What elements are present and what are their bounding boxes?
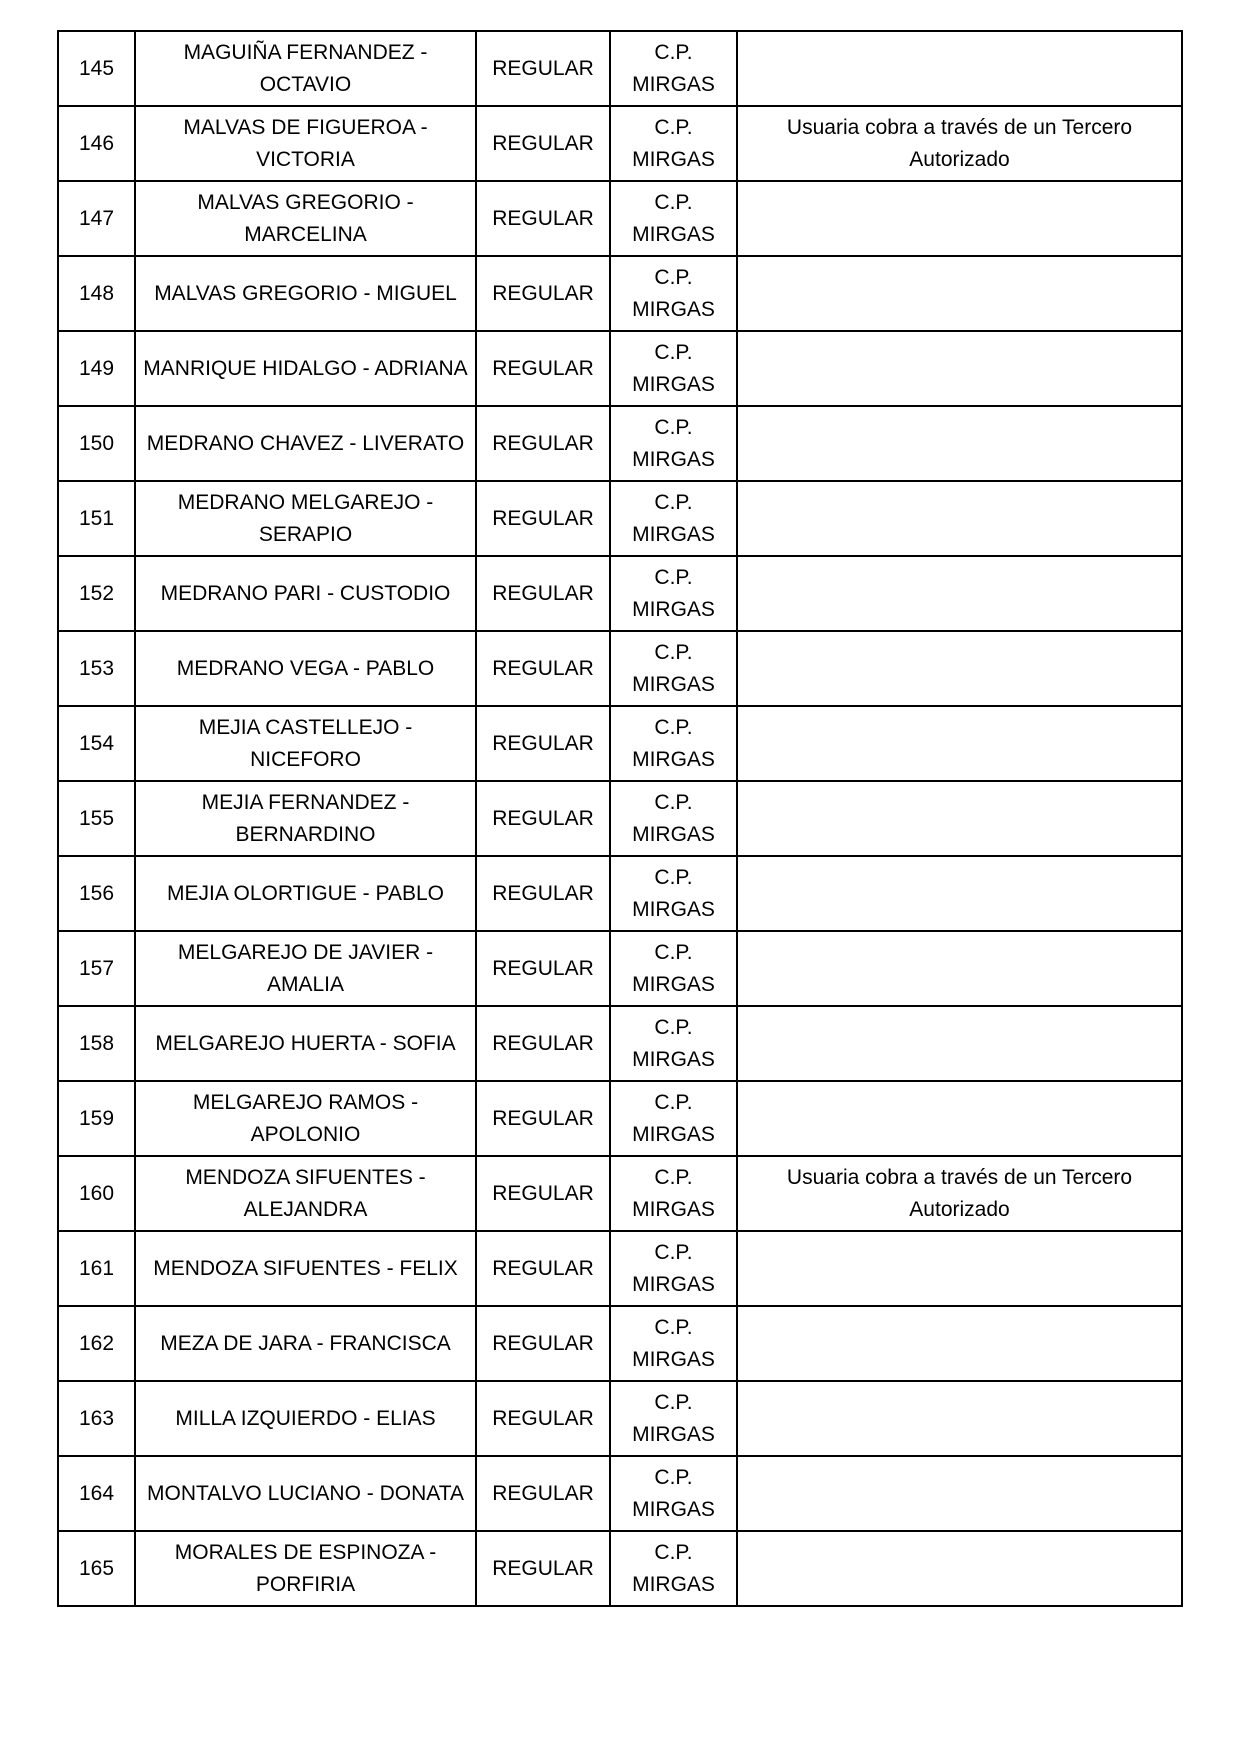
beneficiary-name-line: MENDOZA SIFUENTES - bbox=[185, 1165, 426, 1189]
beneficiary-name-line: MELGAREJO RAMOS - bbox=[192, 1090, 419, 1114]
location-cell bbox=[610, 1456, 737, 1531]
location-line: MIRGAS bbox=[632, 1047, 715, 1071]
location-line: MIRGAS bbox=[632, 372, 715, 396]
location-cell bbox=[610, 556, 737, 631]
location-line: C.P. bbox=[654, 940, 693, 964]
beneficiary-name-line: MALVAS DE FIGUEROA - bbox=[183, 115, 428, 139]
status-cell: REGULAR bbox=[476, 1531, 610, 1606]
row-number-cell: 148 bbox=[58, 256, 135, 331]
location-line: MIRGAS bbox=[632, 1347, 715, 1371]
beneficiary-name-line: MEDRANO PARI - CUSTODIO bbox=[160, 581, 451, 605]
status-cell: REGULAR bbox=[476, 856, 610, 931]
status-cell: REGULAR bbox=[476, 406, 610, 481]
location-cell bbox=[610, 481, 737, 556]
location-line: MIRGAS bbox=[632, 447, 715, 471]
beneficiary-table bbox=[57, 30, 1183, 1607]
beneficiary-name-line: MEZA DE JARA - FRANCISCA bbox=[160, 1331, 451, 1355]
location-cell bbox=[610, 256, 737, 331]
observation-cell bbox=[737, 931, 1182, 1006]
beneficiary-name-line: MELGAREJO HUERTA - SOFIA bbox=[155, 1031, 456, 1055]
observation-cell bbox=[737, 1081, 1182, 1156]
location-line: MIRGAS bbox=[632, 222, 715, 246]
status-cell: REGULAR bbox=[476, 1381, 610, 1456]
status-cell: REGULAR bbox=[476, 556, 610, 631]
location-line: MIRGAS bbox=[632, 897, 715, 921]
observation-cell bbox=[737, 481, 1182, 556]
location-line: MIRGAS bbox=[632, 972, 715, 996]
beneficiary-name-cell bbox=[135, 931, 476, 1006]
location-line: C.P. bbox=[654, 1090, 693, 1114]
location-line: MIRGAS bbox=[632, 1422, 715, 1446]
location-cell bbox=[610, 856, 737, 931]
status-cell: REGULAR bbox=[476, 1231, 610, 1306]
observation-cell bbox=[737, 1006, 1182, 1081]
beneficiary-name-line: MEJIA OLORTIGUE - PABLO bbox=[167, 881, 444, 905]
table-row bbox=[58, 931, 1182, 1006]
beneficiary-name-cell bbox=[135, 106, 476, 181]
location-cell bbox=[610, 1531, 737, 1606]
location-cell bbox=[610, 331, 737, 406]
location-line: C.P. bbox=[654, 1015, 693, 1039]
location-cell bbox=[610, 406, 737, 481]
location-line: C.P. bbox=[654, 865, 693, 889]
row-number-cell: 146 bbox=[58, 106, 135, 181]
observation-cell bbox=[737, 781, 1182, 856]
table-row bbox=[58, 856, 1182, 931]
table-row bbox=[58, 631, 1182, 706]
location-line: C.P. bbox=[654, 340, 693, 364]
beneficiary-name-line: MEDRANO CHAVEZ - LIVERATO bbox=[146, 431, 465, 455]
status-cell: REGULAR bbox=[476, 931, 610, 1006]
row-number-cell: 163 bbox=[58, 1381, 135, 1456]
table-row bbox=[58, 406, 1182, 481]
location-cell bbox=[610, 1231, 737, 1306]
table-row bbox=[58, 706, 1182, 781]
beneficiary-name-cell bbox=[135, 406, 476, 481]
table-row bbox=[58, 1306, 1182, 1381]
beneficiary-name-line: MEJIA CASTELLEJO - NICEFORO bbox=[198, 715, 413, 771]
location-line: C.P. bbox=[654, 115, 693, 139]
table-body bbox=[58, 31, 1182, 1606]
status-cell: REGULAR bbox=[476, 481, 610, 556]
status-cell: REGULAR bbox=[476, 781, 610, 856]
location-line: MIRGAS bbox=[632, 72, 715, 96]
beneficiary-name-cell bbox=[135, 1531, 476, 1606]
row-number-cell: 156 bbox=[58, 856, 135, 931]
observation-cell bbox=[737, 256, 1182, 331]
location-line: C.P. bbox=[654, 1240, 693, 1264]
location-line: C.P. bbox=[654, 1465, 693, 1489]
row-number-cell: 149 bbox=[58, 331, 135, 406]
beneficiary-name-cell bbox=[135, 481, 476, 556]
observation-cell bbox=[737, 706, 1182, 781]
row-number-cell: 157 bbox=[58, 931, 135, 1006]
location-cell bbox=[610, 631, 737, 706]
row-number-cell: 151 bbox=[58, 481, 135, 556]
status-cell: REGULAR bbox=[476, 106, 610, 181]
observation-cell bbox=[737, 1531, 1182, 1606]
location-line: C.P. bbox=[654, 40, 693, 64]
table-row bbox=[58, 31, 1182, 106]
location-line: MIRGAS bbox=[632, 1197, 715, 1221]
location-line: MIRGAS bbox=[632, 747, 715, 771]
status-cell: REGULAR bbox=[476, 1006, 610, 1081]
location-line: C.P. bbox=[654, 1165, 693, 1189]
location-line: C.P. bbox=[654, 1315, 693, 1339]
status-cell: REGULAR bbox=[476, 31, 610, 106]
location-line: C.P. bbox=[654, 1540, 693, 1564]
beneficiary-name-cell bbox=[135, 706, 476, 781]
row-number-cell: 154 bbox=[58, 706, 135, 781]
location-cell bbox=[610, 1306, 737, 1381]
document-page bbox=[57, 30, 1181, 1607]
status-cell: REGULAR bbox=[476, 631, 610, 706]
beneficiary-name-cell bbox=[135, 856, 476, 931]
location-line: C.P. bbox=[654, 1390, 693, 1414]
beneficiary-name-line: MENDOZA SIFUENTES - FELIX bbox=[153, 1256, 458, 1280]
observation-cell bbox=[737, 856, 1182, 931]
location-line: C.P. bbox=[654, 265, 693, 289]
row-number-cell: 164 bbox=[58, 1456, 135, 1531]
location-line: C.P. bbox=[654, 790, 693, 814]
observation-line: Usuaria cobra a través de un Tercero bbox=[786, 115, 1133, 139]
beneficiary-name-line: MEDRANO VEGA - PABLO bbox=[176, 656, 435, 680]
row-number-cell: 159 bbox=[58, 1081, 135, 1156]
row-number-cell: 147 bbox=[58, 181, 135, 256]
observation-cell bbox=[737, 1156, 1182, 1231]
location-line: C.P. bbox=[654, 640, 693, 664]
status-cell: REGULAR bbox=[476, 706, 610, 781]
table-row bbox=[58, 1156, 1182, 1231]
beneficiary-name-line: BERNARDINO bbox=[235, 822, 376, 846]
row-number-cell: 165 bbox=[58, 1531, 135, 1606]
table-row bbox=[58, 1081, 1182, 1156]
observation-cell bbox=[737, 106, 1182, 181]
beneficiary-name-cell bbox=[135, 1006, 476, 1081]
table-row bbox=[58, 181, 1182, 256]
location-line: MIRGAS bbox=[632, 1122, 715, 1146]
beneficiary-name-cell bbox=[135, 331, 476, 406]
location-line: C.P. bbox=[654, 190, 693, 214]
location-cell bbox=[610, 706, 737, 781]
observation-cell bbox=[737, 1381, 1182, 1456]
observation-cell bbox=[737, 1231, 1182, 1306]
beneficiary-name-cell bbox=[135, 181, 476, 256]
status-cell: REGULAR bbox=[476, 1081, 610, 1156]
table-row bbox=[58, 781, 1182, 856]
location-cell bbox=[610, 931, 737, 1006]
beneficiary-name-line: MALVAS GREGORIO - MIGUEL bbox=[154, 281, 457, 305]
row-number-cell: 162 bbox=[58, 1306, 135, 1381]
beneficiary-name-cell bbox=[135, 556, 476, 631]
table-row bbox=[58, 331, 1182, 406]
location-cell bbox=[610, 1006, 737, 1081]
location-cell bbox=[610, 181, 737, 256]
table-row bbox=[58, 1381, 1182, 1456]
status-cell: REGULAR bbox=[476, 1306, 610, 1381]
location-line: MIRGAS bbox=[632, 672, 715, 696]
observation-line: Autorizado bbox=[909, 1197, 1010, 1221]
location-line: MIRGAS bbox=[632, 297, 715, 321]
status-cell: REGULAR bbox=[476, 1456, 610, 1531]
beneficiary-name-line: MILLA IZQUIERDO - ELIAS bbox=[175, 1406, 436, 1430]
table-row bbox=[58, 1456, 1182, 1531]
location-line: MIRGAS bbox=[632, 1272, 715, 1296]
beneficiary-name-cell bbox=[135, 631, 476, 706]
row-number-cell: 155 bbox=[58, 781, 135, 856]
observation-cell bbox=[737, 1306, 1182, 1381]
beneficiary-name-cell bbox=[135, 1306, 476, 1381]
row-number-cell: 145 bbox=[58, 31, 135, 106]
status-cell: REGULAR bbox=[476, 181, 610, 256]
location-line: C.P. bbox=[654, 565, 693, 589]
beneficiary-name-line: MANRIQUE HIDALGO - ADRIANA bbox=[143, 356, 468, 380]
observation-cell bbox=[737, 1456, 1182, 1531]
observation-cell bbox=[737, 181, 1182, 256]
location-line: MIRGAS bbox=[632, 147, 715, 171]
beneficiary-name-line: SERAPIO bbox=[258, 522, 353, 546]
table-row bbox=[58, 1006, 1182, 1081]
observation-cell bbox=[737, 406, 1182, 481]
location-cell bbox=[610, 1156, 737, 1231]
observation-cell bbox=[737, 331, 1182, 406]
beneficiary-name-line: MAGUIÑA FERNANDEZ - bbox=[183, 40, 428, 64]
location-cell bbox=[610, 31, 737, 106]
observation-cell bbox=[737, 31, 1182, 106]
beneficiary-name-cell bbox=[135, 1381, 476, 1456]
beneficiary-name-line: MELGAREJO DE JAVIER - bbox=[177, 940, 434, 964]
observation-cell bbox=[737, 631, 1182, 706]
location-cell bbox=[610, 106, 737, 181]
beneficiary-name-line: APOLONIO bbox=[250, 1122, 361, 1146]
row-number-cell: 153 bbox=[58, 631, 135, 706]
table-row bbox=[58, 106, 1182, 181]
location-line: C.P. bbox=[654, 715, 693, 739]
row-number-cell: 152 bbox=[58, 556, 135, 631]
row-number-cell: 150 bbox=[58, 406, 135, 481]
table-row bbox=[58, 481, 1182, 556]
status-cell: REGULAR bbox=[476, 1156, 610, 1231]
location-line: MIRGAS bbox=[632, 1572, 715, 1596]
status-cell: REGULAR bbox=[476, 256, 610, 331]
observation-line: Usuaria cobra a través de un Tercero bbox=[786, 1165, 1133, 1189]
beneficiary-name-line: VICTORIA bbox=[256, 147, 355, 171]
beneficiary-name-cell bbox=[135, 781, 476, 856]
row-number-cell: 161 bbox=[58, 1231, 135, 1306]
beneficiary-name-line: MONTALVO LUCIANO - DONATA bbox=[147, 1481, 464, 1505]
location-line: MIRGAS bbox=[632, 1497, 715, 1521]
location-line: MIRGAS bbox=[632, 822, 715, 846]
beneficiary-name-line: MARCELINA bbox=[244, 222, 367, 246]
row-number-cell: 160 bbox=[58, 1156, 135, 1231]
beneficiary-name-line: PORFIRIA bbox=[255, 1572, 356, 1596]
location-cell bbox=[610, 781, 737, 856]
beneficiary-name-line: MEDRANO MELGAREJO - bbox=[177, 490, 434, 514]
table-row bbox=[58, 556, 1182, 631]
beneficiary-name-line: AMALIA bbox=[266, 972, 345, 996]
beneficiary-name-cell bbox=[135, 1456, 476, 1531]
beneficiary-name-cell bbox=[135, 1231, 476, 1306]
table-row bbox=[58, 256, 1182, 331]
beneficiary-name-line: MALVAS GREGORIO - bbox=[197, 190, 414, 214]
location-cell bbox=[610, 1381, 737, 1456]
beneficiary-name-line: MORALES DE ESPINOZA - bbox=[174, 1540, 437, 1564]
table-row bbox=[58, 1231, 1182, 1306]
location-line: C.P. bbox=[654, 490, 693, 514]
beneficiary-name-cell bbox=[135, 1081, 476, 1156]
beneficiary-name-line: MEJIA FERNANDEZ - bbox=[201, 790, 410, 814]
beneficiary-name-cell bbox=[135, 1156, 476, 1231]
beneficiary-name-cell bbox=[135, 31, 476, 106]
observation-cell bbox=[737, 556, 1182, 631]
beneficiary-name-line: ALEJANDRA bbox=[243, 1197, 368, 1221]
table-row bbox=[58, 1531, 1182, 1606]
location-line: C.P. bbox=[654, 415, 693, 439]
location-line: MIRGAS bbox=[632, 597, 715, 621]
row-number-cell: 158 bbox=[58, 1006, 135, 1081]
beneficiary-name-line: OCTAVIO bbox=[259, 72, 352, 96]
location-cell bbox=[610, 1081, 737, 1156]
location-line: MIRGAS bbox=[632, 522, 715, 546]
status-cell: REGULAR bbox=[476, 331, 610, 406]
beneficiary-name-cell bbox=[135, 256, 476, 331]
observation-line: Autorizado bbox=[909, 147, 1010, 171]
